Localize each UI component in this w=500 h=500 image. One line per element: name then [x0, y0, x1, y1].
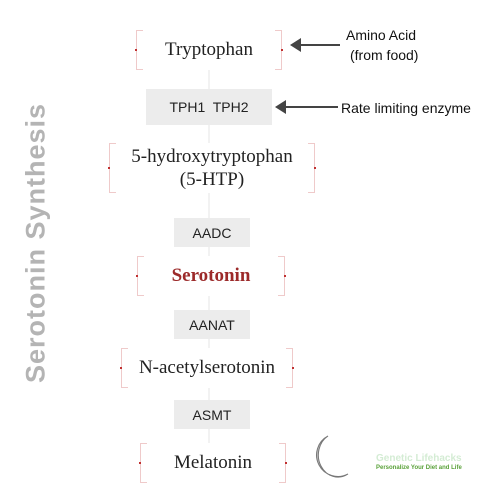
rate-limiting-note: Rate limiting enzyme	[341, 100, 471, 116]
compound-melatonin	[140, 443, 286, 483]
genetic-lifehacks-logo	[376, 453, 462, 471]
amino-acid-note-line1: Amino Acid	[346, 27, 417, 43]
tryptophan-label: Tryptophan	[165, 39, 253, 61]
rate-limiting-arrow	[285, 106, 338, 108]
amino-acid-arrow	[300, 44, 340, 46]
logo-tagline: Personalize Your Diet and Life	[376, 465, 462, 471]
amino-acid-note-line2: (from food)	[350, 47, 419, 64]
enzyme-aadc: AADC	[174, 218, 250, 247]
compound-serotonin	[137, 256, 285, 296]
5-htp-label-line1: 5-hydroxytryptophan	[131, 145, 293, 167]
serotonin-label: Serotonin	[171, 265, 251, 287]
n-acetylserotonin-label: N-acetylserotonin	[138, 357, 276, 379]
crescent-moon-icon	[306, 434, 350, 478]
compound-tryptophan	[136, 30, 282, 70]
compound-5-htp	[109, 143, 315, 193]
amino-acid-note	[346, 25, 418, 66]
enzyme-aanat: AANAT	[174, 310, 250, 339]
enzyme-asmt: ASMT	[174, 400, 250, 429]
enzyme-tph: TPH1 TPH2	[146, 89, 272, 125]
compound-n-acetylserotonin	[121, 348, 293, 388]
diagram-title: Serotonin Synthesis	[20, 102, 51, 384]
logo-name: Genetic Lifehacks	[376, 453, 462, 464]
melatonin-label: Melatonin	[173, 452, 253, 474]
5-htp-label-line2: (5-HTP)	[179, 169, 245, 190]
